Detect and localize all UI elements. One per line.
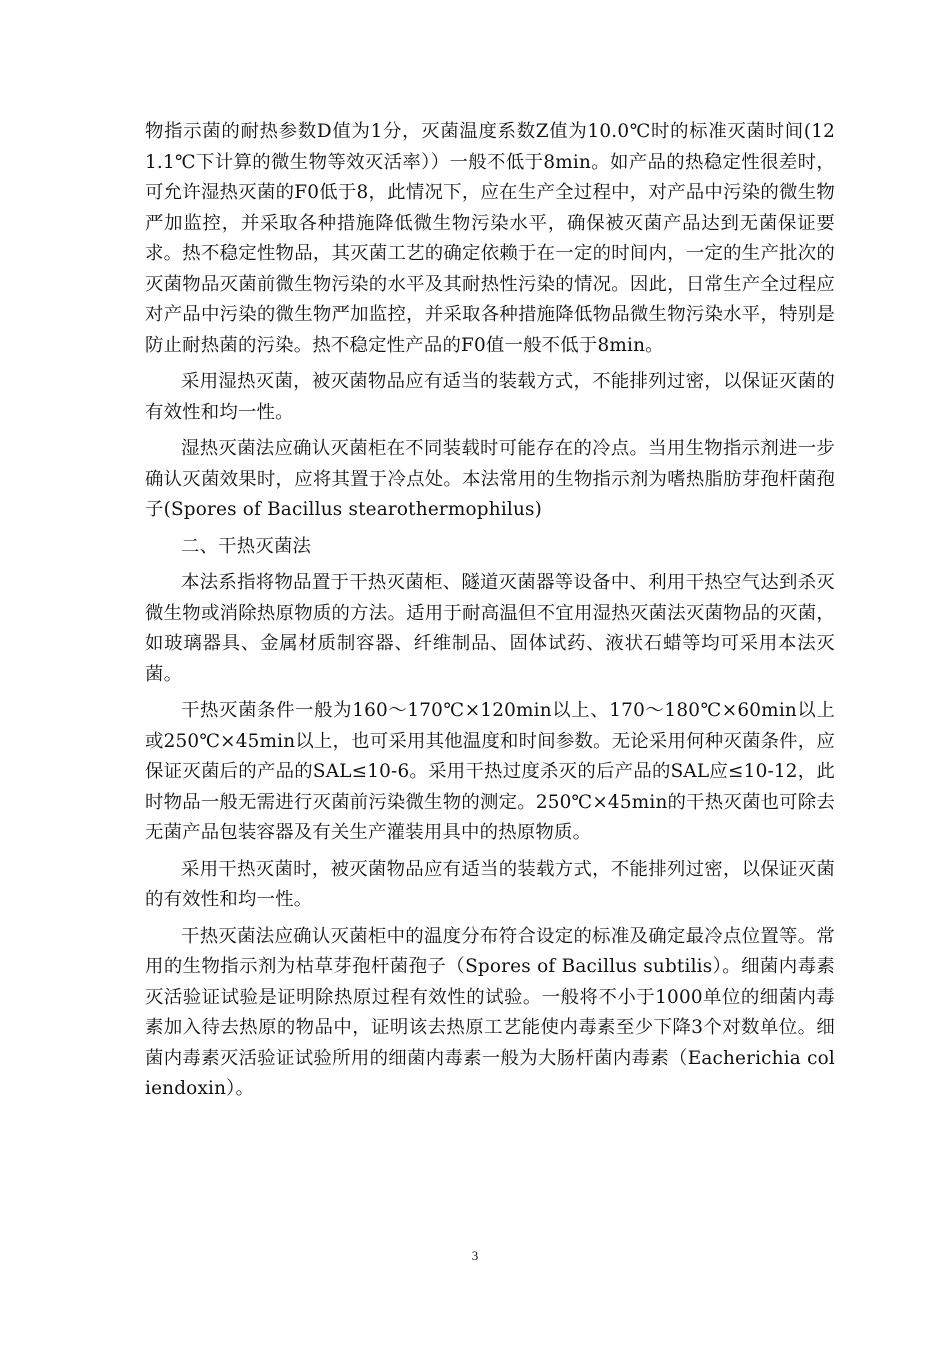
document-body xyxy=(145,117,835,1105)
paragraph-3: 湿热灭菌法应确认灭菌柜在不同装载时可能存在的冷点。当用生物指示剂进一步确认灭菌效果时，应将其置于冷点处。本法常用的生物指示剂为嗜热脂肪芽孢杆菌孢子(Spores of Bacillus stearothermophilus) xyxy=(145,438,835,520)
page-number: 3 xyxy=(471,1248,479,1263)
paragraph-7: 采用干热灭菌时，被灭菌物品应有适当的装载方式，不能排列过密，以保证灭菌的有效性和均一性。 xyxy=(145,858,835,910)
paragraph-5: 本法系指将物品置于干热灭菌柜、隧道灭菌器等设备中、利用干热空气达到杀灭微生物或消除热原物质的方法。适用于耐高温但不宜用湿热灭菌法灭菌物品的灭菌，如玻璃器具、金属材质制容器、纤维制品、固体试药、液状石蜡等均可采用本法灭菌。 xyxy=(145,572,835,685)
paragraph-6: 干热灭菌条件一般为160～170℃×120min以上、170～180℃×60min以上或250℃×45min以上，也可采用其他温度和时间参数。无论采用何种灭菌条件，应保证灭菌后的产品的SAL≤10-6。采用干热过度杀灭的后产品的SAL应≤10-12，此时物品一般无需进行灭菌前污染微生物的测定。250℃×45min的干热灭菌也可除去无菌产品包装容器及有关生产灌装用具中的热原物质。 xyxy=(145,700,835,843)
paragraph-2: 采用湿热灭菌，被灭菌物品应有适当的装载方式，不能排列过密，以保证灭菌的有效性和均一性。 xyxy=(145,371,835,423)
paragraph-1: 物指示菌的耐热参数D值为1分，灭菌温度系数Z值为10.0℃时的标准灭菌时间(121.1℃下计算的微生物等效灭活率））一般不低于8min。如产品的热稳定性很差时，可允许湿热灭菌的F0低于8，此情况下，应在生产全过程中，对产品中污染的微生物严加监控，并采取各种措施降低微生物污染水平，确保被灭菌产品达到无菌保证要求。热不稳定性物品，其灭菌工艺的确定依赖于在一定的时间内，一定的生产批次的灭菌物品灭菌前微生物污染的水平及其耐热性污染的情况。因此，日常生产全过程应对产品中污染的微生物严加监控，并采取各种措施降低物品微生物污染水平，特别是防止耐热菌的污染。热不稳定性产品的F0值一般不低于8min。 xyxy=(145,121,835,356)
section-heading-dry-heat: 二、干热灭菌法 xyxy=(181,535,312,557)
paragraph-8: 干热灭菌法应确认灭菌柜中的温度分布符合设定的标准及确定最冷点位置等。常用的生物指示剂为枯草芽孢杆菌孢子（Spores of Bacillus subtilis）。细菌内毒素灭活验证试验是证明除热原过程有效性的试验。一般将不小于1000单位的细菌内毒素加入待去热原的物品中，证明该去热原工艺能使内毒素至少下降3个对数单位。细菌内毒素灭活验证试验所用的细菌内毒素一般为大肠杆菌内毒素（Eacherichia coliendoxin）。 xyxy=(145,925,835,1099)
